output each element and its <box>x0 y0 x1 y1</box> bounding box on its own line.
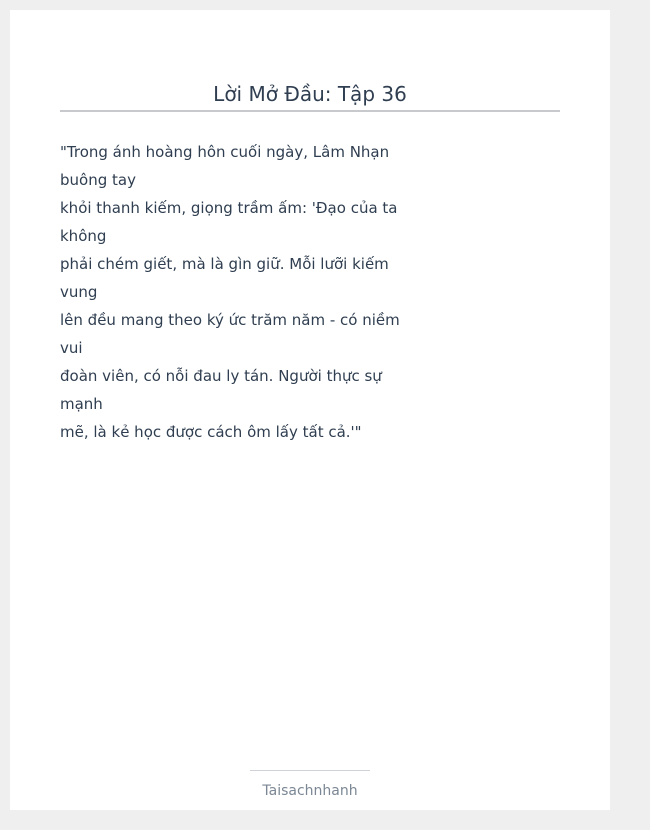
body-line: "Trong ánh hoàng hôn cuối ngày, Lâm Nhạn <box>60 143 390 161</box>
body-line: không <box>60 227 107 245</box>
body-line: lên đều mang theo ký ức trăm năm - có niềm <box>60 311 400 329</box>
body-text <box>60 138 400 446</box>
title-divider <box>60 110 560 112</box>
footer-divider <box>250 770 370 771</box>
body-line: vung <box>60 283 98 301</box>
page-title: Lời Mở Đầu: Tập 36 <box>213 82 407 106</box>
body-line: khỏi thanh kiếm, giọng trầm ấm: 'Đạo của ta <box>60 199 398 217</box>
footer-source: Taisachnhanh <box>262 783 358 799</box>
body-line: mạnh <box>60 395 103 413</box>
body-line: đoàn viên, có nỗi đau ly tán. Người thực sự <box>60 367 382 385</box>
body-line: buông tay <box>60 171 136 189</box>
body-line: mẽ, là kẻ học được cách ôm lấy tất cả.'" <box>60 423 362 441</box>
document-page <box>10 10 610 810</box>
body-line: vui <box>60 339 83 357</box>
body-line: phải chém giết, mà là gìn giữ. Mỗi lưỡi kiếm <box>60 255 389 273</box>
